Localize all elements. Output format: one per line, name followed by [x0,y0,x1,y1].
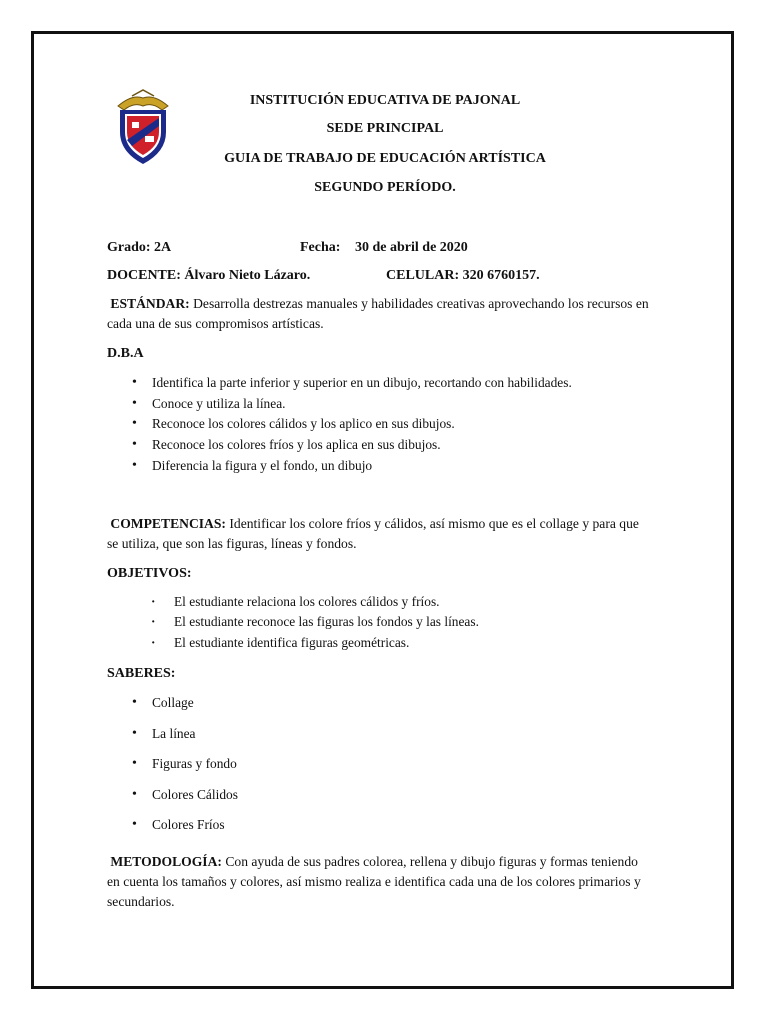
competencias-label: COMPETENCIAS: [110,516,226,531]
estandar-paragraph [107,294,652,334]
list-item: · El estudiante reconoce las figuras los fondos y las líneas. [174,612,479,632]
docente-label: DOCENTE: Álvaro Nieto Lázaro. [107,268,311,283]
competencias-text: Identificar los colore fríos y cálidos, así mismo que es el collage y para que se utiliza, que son las figuras, líneas y fondos. [107,516,639,551]
list-item: • Reconoce los colores cálidos y los aplico en sus dibujos. [152,414,455,434]
objetivos-heading: OBJETIVOS: [107,566,192,581]
list-item: • Colores Cálidos [152,785,238,805]
metodologia-paragraph [107,852,652,912]
celular-label: CELULAR: 320 6760157. [386,268,540,283]
dba-heading: D.B.A [107,346,144,361]
list-item: • La línea [152,724,196,744]
list-item: · El estudiante relaciona los colores cálidos y fríos. [174,592,440,612]
metodologia-label: METODOLOGÍA: [110,854,222,869]
list-item: • Collage [152,693,194,713]
list-item: • Diferencia la figura y el fondo, un dibujo [152,456,372,476]
school-crest-icon [112,88,174,166]
sede-title: SEDE PRINCIPAL [326,121,444,136]
grado-label: Grado: 2A [107,240,172,255]
saberes-heading: SABERES: [107,666,176,681]
guide-title: GUIA DE TRABAJO DE EDUCACIÓN ARTÍSTICA [224,151,546,166]
institution-title: INSTITUCIÓN EDUCATIVA DE PAJONAL [249,93,521,108]
list-item: · El estudiante identifica figuras geométricas. [174,633,409,653]
list-item: • Identifica la parte inferior y superior en un dibujo, recortando con habilidades. [152,373,572,393]
list-item: • Conoce y utiliza la línea. [152,394,286,414]
period-title: SEGUNDO PERÍODO. [314,180,456,195]
estandar-label: ESTÁNDAR: [110,296,190,311]
fecha-label: Fecha: [300,240,341,255]
list-item: • Reconoce los colores fríos y los aplica en sus dibujos. [152,435,441,455]
competencias-paragraph [107,514,652,554]
metodologia-text: Con ayuda de sus padres colorea, rellena y dibujo figuras y formas teniendo en cuenta los tamaños y colores, así mismo realiza e identifica cada una de los colores primarios y secundarios. [107,854,641,909]
estandar-text: Desarrolla destrezas manuales y habilidades creativas aprovechando los recursos en cada una de sus compromisos artísticas. [107,296,649,331]
list-item: • Colores Fríos [152,815,225,835]
list-item: • Figuras y fondo [152,754,237,774]
page-border [31,31,734,989]
fecha-value: 30 de abril de 2020 [355,240,468,255]
